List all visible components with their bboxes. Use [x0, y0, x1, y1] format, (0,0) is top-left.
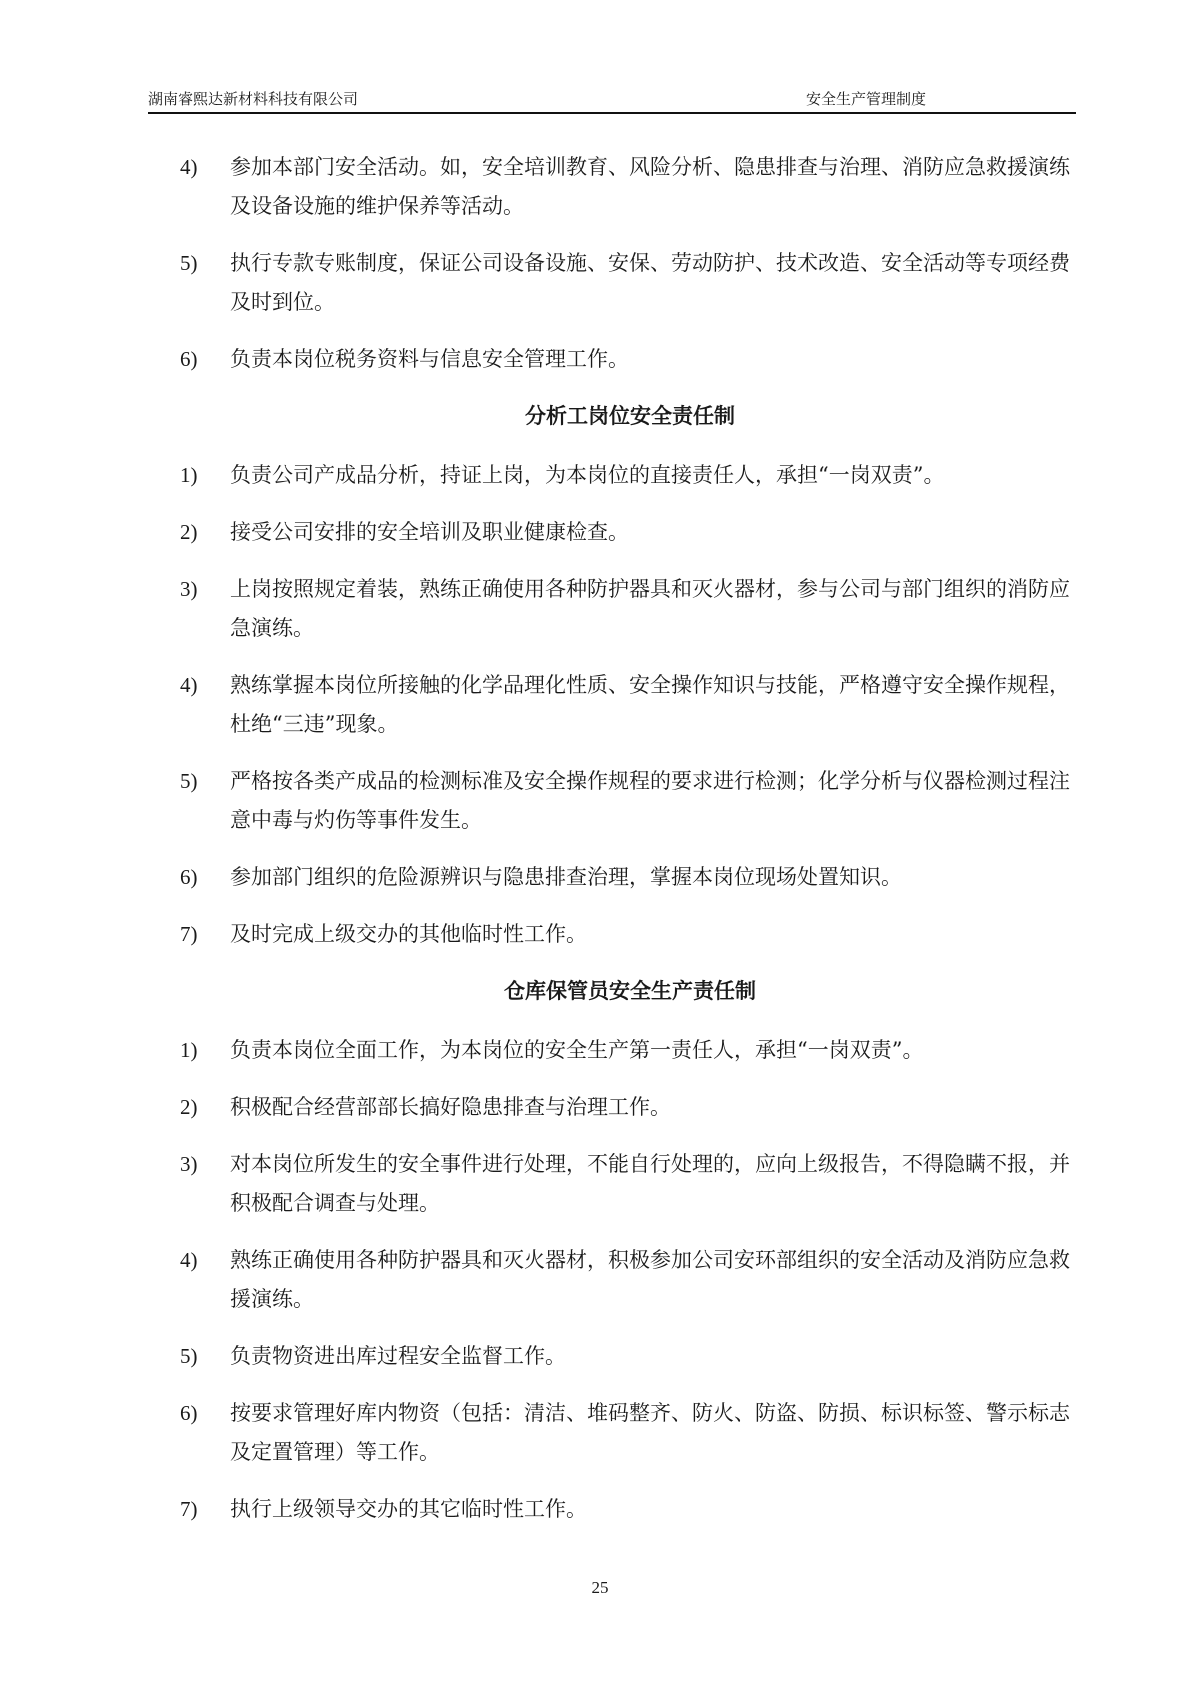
- item-number: 3): [180, 1152, 198, 1176]
- item-number: 5): [180, 251, 198, 275]
- list-item: [180, 858, 1080, 897]
- list-item: [180, 244, 1080, 322]
- list-item: [180, 148, 1080, 226]
- list-item: [180, 340, 1080, 379]
- analyst-list: [180, 456, 1080, 954]
- item-number: 4): [180, 673, 198, 697]
- item-number: 2): [180, 520, 198, 544]
- page-content: [180, 148, 1080, 1547]
- item-text: 执行专款专账制度，保证公司设备设施、安保、劳动防护、技术改造、安全活动等专项经费及时到位。: [230, 251, 1070, 314]
- list-item: [180, 1145, 1080, 1223]
- list-item: [180, 1490, 1080, 1529]
- page-header: [148, 84, 1076, 114]
- company-name: 湖南睿熙达新材料科技有限公司: [148, 90, 359, 108]
- item-text: 负责公司产成品分析，持证上岗，为本岗位的直接责任人，承担“一岗双责”。: [230, 463, 945, 487]
- warehouse-list: [180, 1031, 1080, 1529]
- item-number: 5): [180, 769, 198, 793]
- list-item: [180, 666, 1080, 744]
- item-number: 6): [180, 1401, 198, 1425]
- item-text: 及时完成上级交办的其他临时性工作。: [230, 922, 587, 946]
- item-text: 熟练正确使用各种防护器具和灭火器材，积极参加公司安环部组织的安全活动及消防应急救援演练。: [230, 1248, 1070, 1311]
- item-text: 积极配合经营部部长搞好隐患排查与治理工作。: [230, 1095, 671, 1119]
- list-item: [180, 1241, 1080, 1319]
- item-number: 6): [180, 865, 198, 889]
- item-number: 7): [180, 922, 198, 946]
- list-item: [180, 1088, 1080, 1127]
- item-text: 负责物资进出库过程安全监督工作。: [230, 1344, 566, 1368]
- item-number: 6): [180, 347, 198, 371]
- item-text: 接受公司安排的安全培训及职业健康检查。: [230, 520, 629, 544]
- item-number: 1): [180, 463, 198, 487]
- list-item: [180, 456, 1080, 495]
- item-number: 5): [180, 1344, 198, 1368]
- list-item: [180, 1337, 1080, 1376]
- item-text: 负责本岗位税务资料与信息安全管理工作。: [230, 347, 629, 371]
- list-item: [180, 513, 1080, 552]
- item-text: 严格按各类产成品的检测标准及安全操作规程的要求进行检测；化学分析与仪器检测过程注意中毒与灼伤等事件发生。: [230, 769, 1070, 832]
- section-title-warehouse: 仓库保管员安全生产责任制: [504, 979, 756, 1003]
- item-text: 参加部门组织的危险源辨识与隐患排查治理，掌握本岗位现场处置知识。: [230, 865, 902, 889]
- item-text: 执行上级领导交办的其它临时性工作。: [230, 1497, 587, 1521]
- section-title-analyst: 分析工岗位安全责任制: [525, 404, 735, 428]
- item-number: 3): [180, 577, 198, 601]
- item-text: 上岗按照规定着装，熟练正确使用各种防护器具和灭火器材，参与公司与部门组织的消防应急演练。: [230, 577, 1070, 640]
- item-text: 负责本岗位全面工作，为本岗位的安全生产第一责任人，承担“一岗双责”。: [230, 1038, 924, 1062]
- continued-list: [180, 148, 1080, 379]
- document-title: 安全生产管理制度: [806, 90, 927, 108]
- list-item: [180, 1031, 1080, 1070]
- item-number: 4): [180, 1248, 198, 1272]
- page-number: 25: [591, 1578, 609, 1597]
- list-item: [180, 1394, 1080, 1472]
- list-item: [180, 762, 1080, 840]
- item-text: 熟练掌握本岗位所接触的化学品理化性质、安全操作知识与技能，严格遵守安全操作规程，杜绝“三违”现象。: [230, 673, 1070, 736]
- list-item: [180, 915, 1080, 954]
- item-text: 按要求管理好库内物资（包括：清洁、堆码整齐、防火、防盗、防损、标识标签、警示标志及定置管理）等工作。: [230, 1401, 1070, 1464]
- item-text: 对本岗位所发生的安全事件进行处理，不能自行处理的，应向上级报告，不得隐瞒不报，并积极配合调查与处理。: [230, 1152, 1070, 1215]
- item-number: 1): [180, 1038, 198, 1062]
- list-item: [180, 570, 1080, 648]
- item-number: 4): [180, 155, 198, 179]
- item-text: 参加本部门安全活动。如，安全培训教育、风险分析、隐患排查与治理、消防应急救援演练及设备设施的维护保养等活动。: [230, 155, 1070, 218]
- item-number: 2): [180, 1095, 198, 1119]
- item-number: 7): [180, 1497, 198, 1521]
